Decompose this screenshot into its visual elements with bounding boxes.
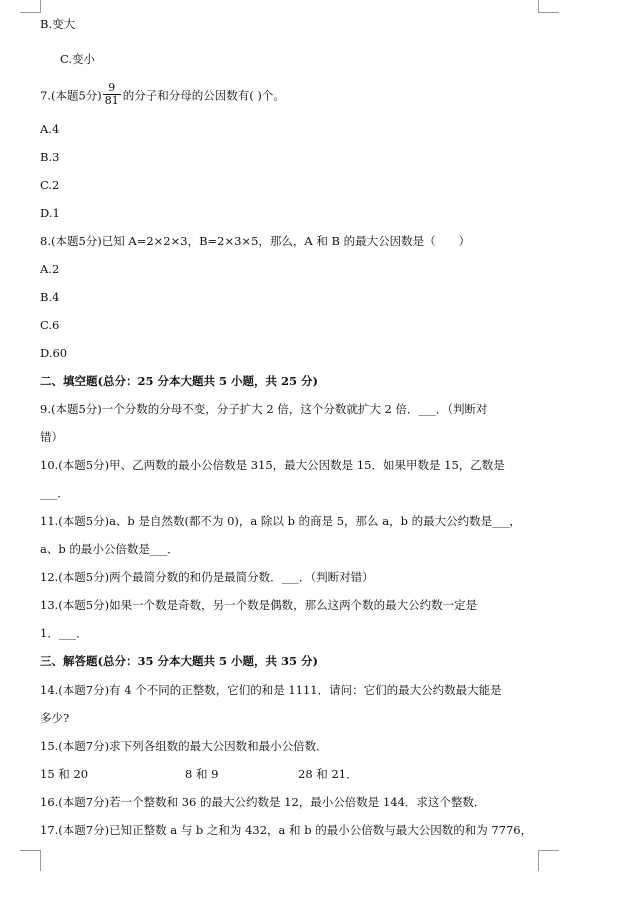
question-10-cont: ___． xyxy=(40,486,69,500)
fraction-numerator: 9 xyxy=(108,81,116,94)
question-9: 9.(本题5分)一个分数的分母不变，分子扩大 2 倍，这个分数就扩大 2 倍．___．（判断对 xyxy=(40,402,488,416)
q8-option-a: A.2 xyxy=(40,262,60,276)
q8-option-c: C.6 xyxy=(40,318,60,332)
q8-option-d: D.60 xyxy=(40,346,68,360)
q8-option-b: B.4 xyxy=(40,290,60,304)
question-16: 16.(本题7分)若一个整数和 36 的最大公约数是 12，最小公倍数是 144．求这个整数． xyxy=(40,795,486,809)
question-7 xyxy=(40,81,285,109)
question-15-groups xyxy=(40,767,358,782)
q7-option-a: A.4 xyxy=(40,122,60,136)
section-heading-fill-in: 二、填空题(总分：25 分本大题共 5 小题，共 25 分) xyxy=(40,374,318,388)
crop-mark-bottom-right xyxy=(538,850,559,871)
question-11-cont: a、b 的最小公倍数是___． xyxy=(40,542,179,556)
number-group-2: 8 和 9 xyxy=(185,767,219,781)
question-14-cont: 多少? xyxy=(40,711,70,725)
question-14: 14.(本题7分)有 4 个不同的正整数，它们的和是 1111．请问：它们的最大公约数最大能是 xyxy=(40,683,502,697)
q7-option-d: D.1 xyxy=(40,206,60,220)
question-13-cont: 1．___． xyxy=(40,626,88,640)
question-8: 8.(本题5分)已知 A=2×2×3，B=2×3×5，那么，A 和 B 的最大公因数是（ ） xyxy=(40,234,471,248)
fraction-denominator: 81 xyxy=(104,94,119,107)
question-7-prefix: 7.(本题5分) xyxy=(40,88,102,103)
section-heading-answer: 三、解答题(总分：35 分本大题共 5 小题，共 35 分) xyxy=(40,654,318,668)
q7-option-c: C.2 xyxy=(40,178,60,192)
question-15: 15.(本题7分)求下列各组数的最大公因数和最小公倍数． xyxy=(40,739,328,753)
option-c-smaller: C.变小 xyxy=(60,52,96,66)
question-17: 17.(本题7分)已知正整数 a 与 b 之和为 432，a 和 b 的最小公倍数与最大公因数的和为 7776， xyxy=(40,823,533,837)
fraction-9-81 xyxy=(103,82,121,107)
q7-option-b: B.3 xyxy=(40,150,60,164)
question-10: 10.(本题5分)甲、乙两数的最小公倍数是 315，最大公因数是 15．如果甲数是 15，乙数是 xyxy=(40,458,505,472)
number-group-1: 15 和 20 xyxy=(40,767,89,781)
option-b-larger: B.变大 xyxy=(40,17,76,31)
crop-mark-top-right xyxy=(538,0,559,13)
question-7-suffix: 的分子和分母的公因数有( )个。 xyxy=(122,88,285,103)
question-11: 11.(本题5分)a、b 是自然数(都不为 0)，a 除以 b 的商是 5，那么 a，b 的最大公约数是___， xyxy=(40,514,521,528)
number-group-3: 28 和 21． xyxy=(298,767,358,781)
question-13: 13.(本题5分)如果一个数是奇数，另一个数是偶数，那么这两个数的最大公约数一定是 xyxy=(40,598,478,612)
question-12: 12.(本题5分)两个最简分数的和仍是最简分数．___．（判断对错） xyxy=(40,570,374,584)
crop-mark-bottom-left xyxy=(20,850,41,871)
question-9-cont: 错） xyxy=(40,430,63,444)
crop-mark-top-left xyxy=(20,0,41,13)
